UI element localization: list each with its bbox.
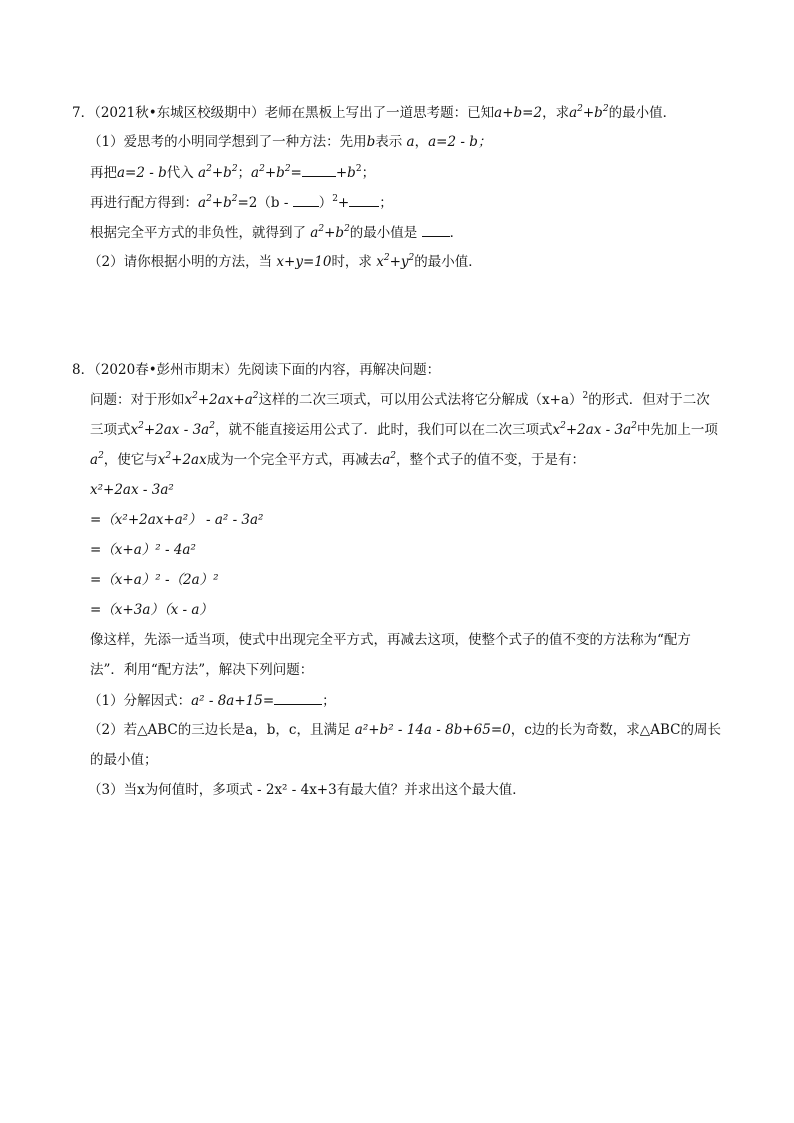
q8-sub3-label: （3）	[88, 782, 124, 798]
q7-target-expr: $a^2+b^2$	[569, 104, 609, 121]
q8-stem	[72, 361, 440, 379]
q8-method-para-1: 像这样，先添一适当项，使式中出现完全平方式，再减去这项，使整个式子的值不变的方法称为“配方	[90, 632, 691, 648]
q7-l3-paren: ）	[318, 195, 333, 211]
q7-stem-text: 老师在黑板上写出了一道思考题：已知	[264, 105, 495, 121]
q8-r2-b: ，就不能直接运用公式了．此时，我们可以在二次三项式	[214, 422, 553, 438]
q8-reading-line2	[90, 421, 718, 439]
q8-step-3: =（x+a）² - 4a²	[90, 542, 196, 558]
q8-method-para-2: 法”．利用“配方法”，解决下列问题：	[90, 662, 314, 678]
q7-stem	[72, 104, 676, 122]
q7-part2-label: （2）	[88, 254, 124, 270]
q7-l2-text-2: 代入	[166, 165, 194, 181]
q8-step-4: =（x+a）² -（2a）²	[90, 572, 219, 588]
q8-sub3	[88, 781, 526, 799]
answer-blank[interactable]	[293, 193, 319, 207]
q8-r1-a: 问题：对于形如	[90, 392, 185, 408]
q7-condition: a+b=2	[494, 105, 543, 121]
q7-part1-line3: 再进行配方得到：$a^2+b^2=2(b - )^2+$ ；	[90, 194, 393, 211]
q8-r1-b: 这样的二次三项式，可以用公式法将它分解成（x+a）	[258, 392, 583, 408]
q8-reading-line1: 问题：对于形如$x^2+2ax+a^2$这样的二次三项式，可以用公式法将它分解成$(x+a)^2$的形式．但对于二次	[90, 391, 710, 408]
q8-r2-expr: $x^2+2ax - 3a^2$	[130, 421, 215, 438]
q7-part2-text: 请你根据小明的方法，当	[123, 254, 273, 270]
q8-r3-term: $a^2$	[90, 451, 104, 468]
q7-part2-end: 的最小值．	[414, 254, 482, 270]
q8-r2-expr-2: $x^2+2ax - 3a^2$	[552, 421, 637, 438]
q7-part1-text: 爱思考的小明同学想到了一种方法：先用	[123, 134, 367, 150]
q7-l2-text-3: ；	[237, 165, 252, 181]
q8-r2-a: 三项式	[90, 422, 131, 438]
q7-stem-text-2: ，求	[542, 105, 570, 121]
q7-var-a: a	[406, 134, 415, 150]
answer-blank[interactable]	[422, 223, 450, 237]
q8-sub2-label: （2）	[88, 722, 124, 738]
answer-blank[interactable]	[274, 691, 322, 705]
q8-r3-c: ，整个式子的值不变，于是有：	[396, 452, 586, 468]
q7-l4-expr: $a^2+b^2$	[310, 224, 350, 241]
q8-sub1-text: 分解因式：	[123, 693, 192, 709]
q8-step-2: =（x²+2ax+a²） - a² - 3a²	[90, 512, 264, 528]
q7-l2-eq: a=2 - b	[117, 165, 167, 181]
q8-sub1-label: （1）	[88, 693, 124, 709]
q7-l3-text: 再进行配方得到：	[90, 195, 198, 211]
q8-sub1-expr: a² - 8a+15=	[191, 693, 275, 709]
q8-r3-a: ，使它与	[103, 452, 158, 468]
q7-l4-text-2: 的最小值是	[349, 225, 418, 241]
q7-l3-plus: +	[337, 195, 350, 211]
q7-l3-end: ；	[379, 195, 393, 211]
q7-stem-text-3: 的最小值．	[608, 105, 677, 121]
answer-blank[interactable]	[349, 193, 379, 207]
q8-step-5: =（x+3a）（x - a）	[90, 602, 213, 618]
q8-reading-line3	[90, 451, 585, 469]
q7-l2-equals: =	[290, 165, 302, 181]
q8-r2-c: 中先加上一项	[636, 422, 718, 438]
q7-l3-expr: $a^2+b^2$	[198, 194, 238, 211]
q7-var-b: b	[366, 134, 376, 150]
q8-r3-b: 成为一个完全平方式，再减去	[206, 452, 383, 468]
q7-part1-line2: 再把a=2 - b代入 $a^2+b^2$；$a^2+b^2= +b^2$；	[90, 164, 376, 181]
q8-r1-expr: $x^2+2ax+a^2$	[184, 391, 259, 408]
q7-part2-cond: x+y=10	[276, 254, 332, 270]
q7-part1-eq: a=2 - b；	[428, 134, 492, 150]
q8-sub2	[88, 721, 721, 739]
q7-l4-text: 根据完全平方式的非负性，就得到了	[90, 225, 306, 241]
q8-r3-expr: $x^2+2ax$	[157, 451, 207, 468]
q7-l2-text: 再把	[90, 165, 117, 181]
q7-part1-text-2: 表示	[375, 134, 403, 150]
q7-l3-text-2: =2（b -	[237, 195, 293, 211]
q7-part2-expr: $x^2+y^2$	[376, 253, 415, 270]
q8-sub1	[88, 691, 336, 710]
q8-sub2-expr: a²+b² - 14a - 8b+65=0	[354, 722, 511, 738]
q7-source: （2021秋•东城区校级期中）	[94, 105, 265, 121]
q7-l2-expr: $a^2+b^2$	[198, 164, 238, 181]
q8-number: 8．	[72, 362, 95, 378]
q7-part1-text-3: ，	[414, 134, 429, 150]
q8-sub2-text-2: ，c边的长为奇数，求△ABC的周长	[510, 722, 721, 738]
q7-l2-term: +b	[335, 165, 356, 181]
q8-sub2-text: 若△ABC的三边长是a，b，c，且满足	[123, 722, 351, 738]
q8-step-1: x²+2ax - 3a²	[90, 482, 174, 498]
q7-part2	[88, 253, 482, 271]
q8-sub2-cont: 的最小值；	[90, 752, 158, 768]
q7-part2-text-2: 时，求	[331, 254, 372, 270]
q7-part1-line4	[90, 223, 463, 242]
q8-source: （2020春•彭州市期末）	[94, 362, 238, 378]
q7-l4-end: ．	[449, 225, 464, 241]
answer-blank[interactable]	[302, 163, 336, 177]
q8-sub3-text: 当x为何值时，多项式 - 2x² - 4x+3有最大值？并求出这个最大值．	[123, 782, 526, 798]
q8-r3-term-2: $a^2$	[382, 451, 397, 468]
q7-l2-end: ；	[361, 165, 376, 181]
q8-sub1-end: ；	[322, 693, 336, 709]
q8-r1-c: 的形式．但对于二次	[588, 392, 710, 408]
q7-part1-label: （1）	[88, 134, 124, 150]
q7-part1-line1	[88, 133, 491, 151]
q7-l2-expr-2: $a^2+b^2$	[251, 164, 291, 181]
q7-number: 7．	[72, 105, 95, 121]
q8-intro: 先阅读下面的内容，再解决问题：	[237, 362, 441, 378]
